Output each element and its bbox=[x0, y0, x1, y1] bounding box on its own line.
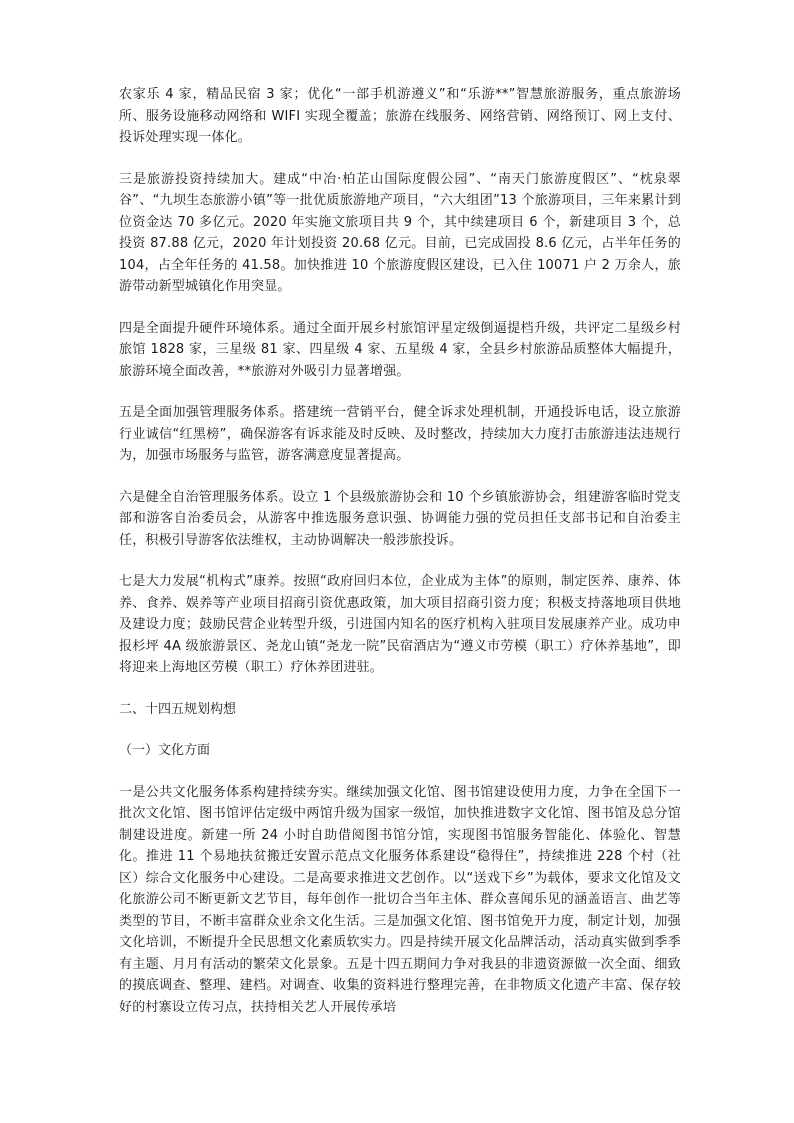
paragraph-wellness-care: 七是大力发展“机构式”康养。按照“政府回归本位，企业成为主体”的原则，制定医养、康养、体养、食养、娱养等产业项目招商引资优惠政策，加大项目招商引资力度；积极支持落地项目供地及建设力度；鼓励民营企业转型升级，引进国内知名的医疗机构入驻项目发展康养产业。成功申报杉坪 4A 级旅游景区、尧龙山镇“尧龙一院”民宿酒店为“遵义市劳模（职工）疗休养基地”，即将迎来上海地区劳模（职工）疗休养团进驻。 bbox=[119, 574, 681, 675]
paragraph-gap bbox=[119, 467, 681, 487]
paragraph-gap bbox=[119, 149, 681, 169]
paragraph-gap bbox=[119, 720, 681, 740]
paragraph-management-service: 五是全面加强管理服务体系。搭建统一营销平台，健全诉求处理机制，开通投诉电话，设立旅游行业诚信“红黑榜”，确保游客有诉求能及时反映、及时整改，持续加大力度打击旅游违法违规行为，加强市场服务与监管，游客满意度显著提高。 bbox=[119, 405, 681, 463]
paragraph-tourism-investment: 三是旅游投资持续加大。建成“中冶·柏芷山国际度假公园”、“南天门旅游度假区”、“枕泉翠谷”、“九坝生态旅游小镇”等一批优质旅游地产项目，“六大组团”13 个旅游项目，三年来累计到位资金达 70 多亿元。2020 年实施文旅项目共 9 个，其中续建项目 6 个，新建项目 3 个，总投资 87.88 亿元，2020 年计划投资 20.68 亿元。目前，已完成固投 8.6 亿元，占半年任务的 104，占全年任务的 41.58。加快推进 10 个旅游度假区建设，已入住 10071 户 2 万余人，旅游带动新型城镇化作用突显。 bbox=[119, 171, 681, 294]
paragraph-rural-tourism: 农家乐 4 家，精品民宿 3 家；优化“一部手机游遵义”和“乐游**”智慧旅游服务，重点旅游场所、服务设施移动网络和 WIFI 实现全覆盖；旅游在线服务、网络营销、网络预订、网上支付、投诉处理实现一体化。 bbox=[119, 87, 681, 145]
paragraph-gap bbox=[119, 382, 681, 402]
paragraph-gap bbox=[119, 762, 681, 782]
paragraph-gap bbox=[119, 298, 681, 318]
paragraph-public-culture: 一是公共文化服务体系构建持续夯实。继续加强文化馆、图书馆建设使用力度，力争在全国下一批次文化馆、图书馆评估定级中两馆升级为国家一级馆，加快推进数字文化馆、图书馆及总分馆制建设进度。新建一所 24 小时自助借阅图书馆分馆，实现图书馆服务智能化、体验化、智慧化。推进 11 个易地扶贫搬迁安置示范点文化服务体系建设“稳得住”，持续推进 228 个村（社区）综合文化服务中心建设。二是高要求推进文艺创作。以“送戏下乡”为载体，要求文化馆及文化旅游公司不断更新文艺节目，每年创作一批切合当年主体、群众喜闻乐见的涵盖语言、曲艺等类型的节目，不断丰富群众业余文化生活。三是加强文化馆、图书馆免开力度，制定计划，加强文化培训，不断提升全民思想文化素质软实力。四是持续开展文化品牌活动，活动真实做到季季有主题、月月有活动的繁荣文化景象。五是十四五期间力争对我县的非遗资源做一次全面、细致的摸底调查、整理、建档。对调查、收集的资料进行整理完善，在非物质文化遗产丰富、保存较好的村寨设立传习点，扶持相关艺人开展传承培 bbox=[119, 784, 681, 1015]
subsection-heading-culture: （一）文化方面 bbox=[119, 743, 211, 758]
paragraph-self-governance: 六是健全自治管理服务体系。设立 1 个县级旅游协会和 10 个乡镇旅游协会，组建游客临时党支部和游客自治委员会，从游客中推选服务意识强、协调能力强的党员担任支部书记和自治委主任，积极引导游客依法维权，主动协调解决一般涉旅投诉。 bbox=[119, 489, 681, 548]
section-heading-plan: 二、十四五规划构想 bbox=[119, 701, 237, 717]
document-body bbox=[119, 84, 681, 1018]
paragraph-gap bbox=[119, 679, 681, 699]
paragraph-gap bbox=[119, 551, 681, 571]
paragraph-hardware-environment: 四是全面提升硬件环境体系。通过全面开展乡村旅馆评星定级倒逼提档升级，共评定二星级乡村旅馆 1828 家，三星级 81 家、四星级 4 家、五星级 4 家，全县乡村旅游品质整体大幅提升，旅游环境全面改善，**旅游对外吸引力显著增强。 bbox=[119, 320, 681, 379]
